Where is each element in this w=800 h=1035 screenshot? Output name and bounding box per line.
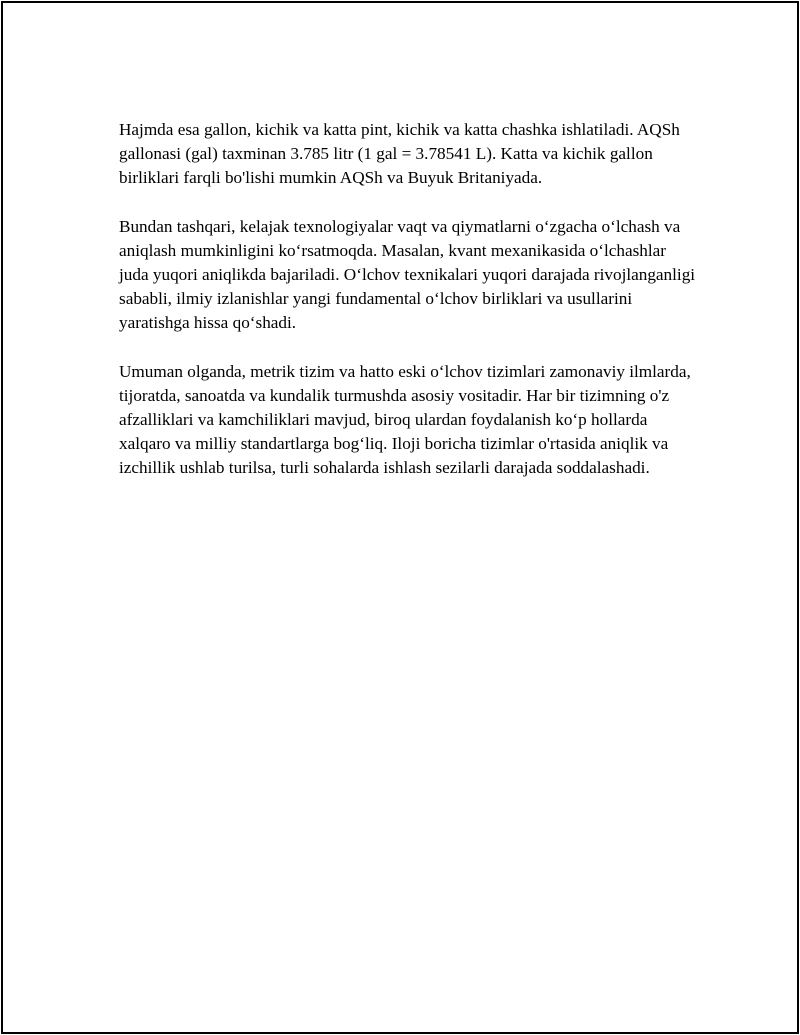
- document-body: [119, 118, 699, 505]
- paragraph-volume-units: Hajmda esa gallon, kichik va katta pint, kichik va katta chashka ishlatiladi. AQSh gallonasi (gal) taxminan 3.785 litr (1 gal = 3.78541 L). Katta va kichik gallon birliklari farqli bo'lishi mumkin AQSh va Buyuk Britaniyada.: [119, 120, 680, 188]
- document-page: [1, 1, 799, 1034]
- paragraph-future-technologies: Bundan tashqari, kelajak texnologiyalar vaqt va qiymatlarni o‘zgacha o‘lchash va aniqlash mumkinligini ko‘rsatmoqda. Masalan, kvant mexanikasida o‘lchashlar juda yuqori aniqlikda bajariladi. O‘lchov texnikalari yuqori darajada rivojlanganligi sababli, ilmiy izlanishlar yangi fundamental o‘lchov birliklari va usullarini yaratishga hissa qo‘shadi.: [119, 216, 696, 333]
- paragraph-conclusion: Umuman olganda, metrik tizim va hatto eski o‘lchov tizimlari zamonaviy ilmlarda, tijoratda, sanoatda va kundalik turmushda asosiy vositadir. Har bir tizimning o'z afzalliklari va kamchiliklari mavjud, biroq ulardan foydalanish ko‘p hollarda xalqaro va milliy standartlarga bog‘liq. Iloji boricha tizimlar o'rtasida aniqlik va izchillik ushlab turilsa, turli sohalarda ishlash sezilarli darajada soddalashadi.: [119, 361, 691, 478]
